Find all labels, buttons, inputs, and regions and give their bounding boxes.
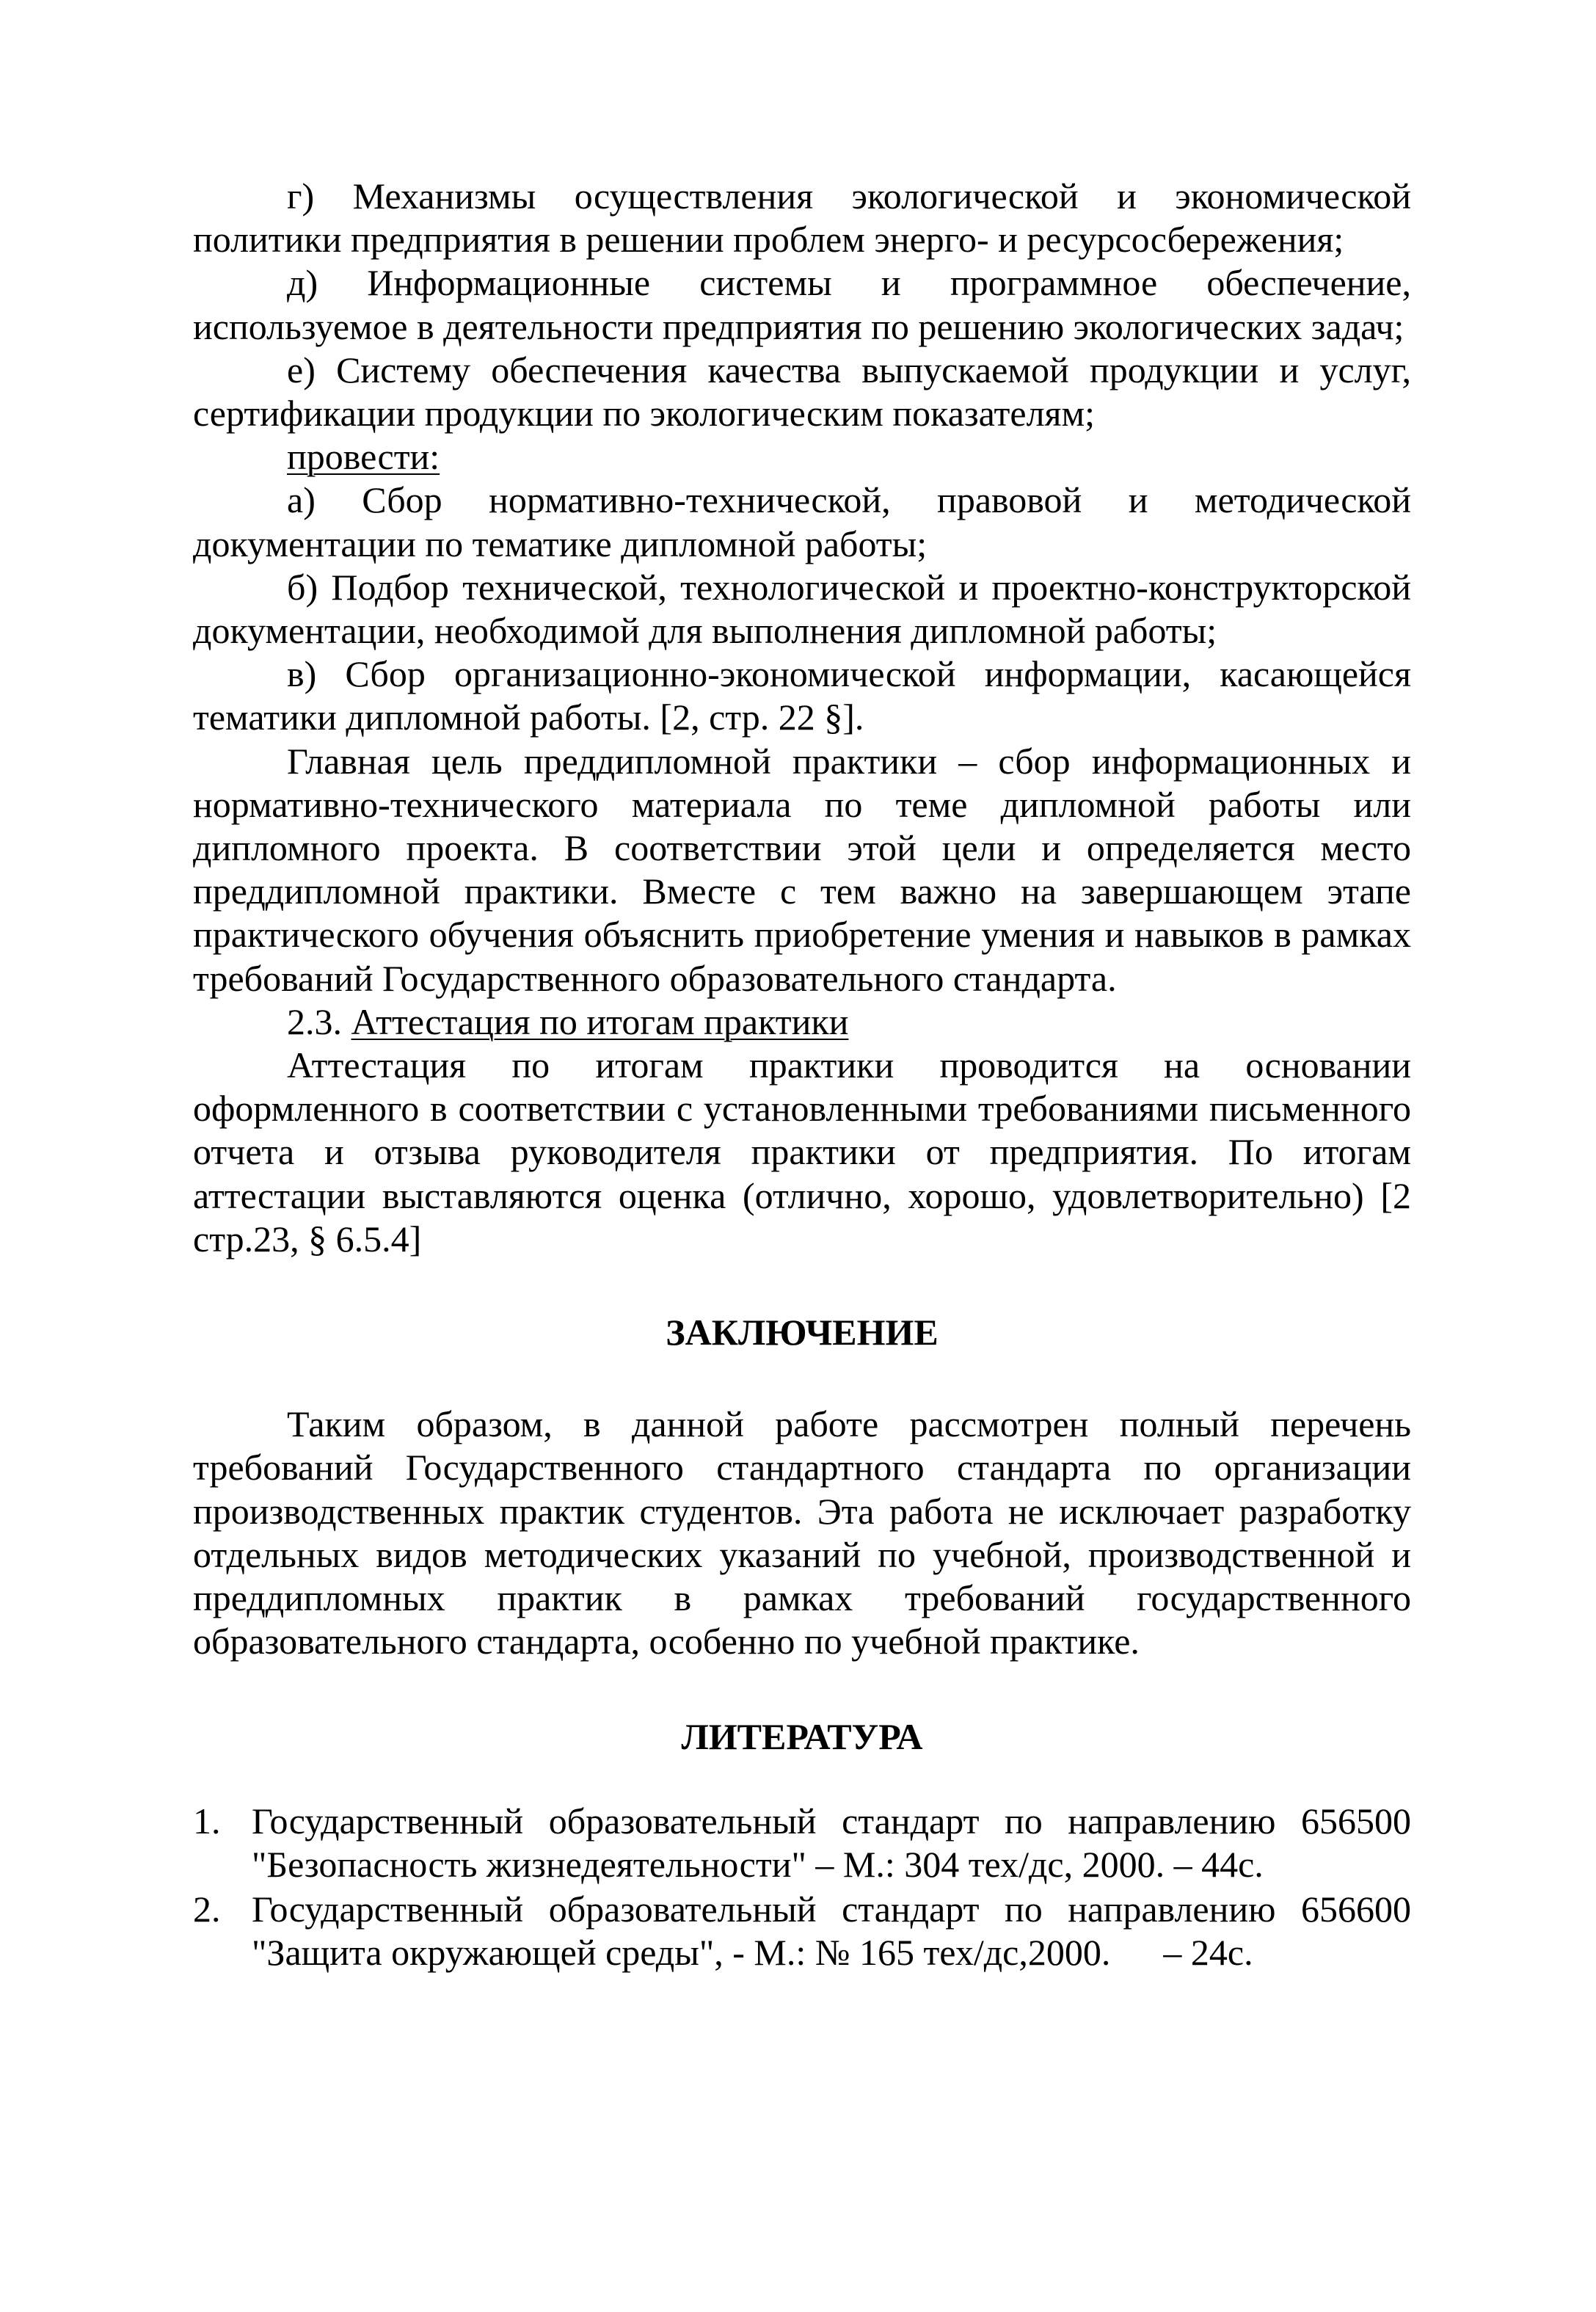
provesti-line [193, 435, 1411, 479]
literature-list [193, 1800, 1411, 1975]
paragraph-v: в) Сбор организационно-экономической информации, касающейся тематики дипломной работы. [2, стр. 22 §]. [193, 653, 1411, 738]
paragraph-b: б) Подбор технической, технологической и проектно-конструкторской документации, необходимой для выполнения дипломной работы; [193, 566, 1411, 652]
paragraph-g: г) Механизмы осуществления экологической и экономической политики предприятия в решении проблем энерго- и ресурсосбережения; [193, 175, 1411, 261]
document-page [193, 175, 1411, 1975]
section-2-3-heading [193, 1000, 1411, 1044]
section-2-3-number: 2.3. [287, 1000, 342, 1042]
literature-item-2-number: 2. [193, 1889, 221, 1930]
literature-item-1 [193, 1800, 1411, 1886]
paragraph-main-goal: Главная цель преддипломной практики – сбор информационных и нормативно-технического материала по теме дипломной работы или дипломного проекта. В соответствии этой цели и определяется место преддипломной практики. Вместе с тем важно на завершающем этапе практического обучения объяснить приобретение умения и навыков в рамках требований Государственного образовательного стандарта. [193, 740, 1411, 999]
literature-item-1-number: 1. [193, 1800, 221, 1842]
literature-heading: ЛИТЕРАТУРА [681, 1715, 923, 1757]
paragraph-d: д) Информационные системы и программное обеспечение, используемое в деятельности предприятия по решению экологических задач; [193, 262, 1411, 347]
section-2-3-text: Аттестация по итогам практики проводится на основании оформленного в соответствии с установленными требованиями письменного отчета и отзыва руководителя практики от предприятия. По итогам аттестации выставляются оценка (отлично, хорошо, удовлетворительно) [2 стр.23, § 6.5.4] [193, 1044, 1411, 1259]
literature-item-1-text: Государственный образовательный стандарт по направлению 656500 "Безопасность жизнедеятельности" – М.: 304 тех/дс, 2000. – 44с. [252, 1800, 1411, 1885]
section-2-3-title: Аттестация по итогам практики [351, 1000, 849, 1042]
paragraph-e: е) Систему обеспечения качества выпускаемой продукции и услуг, сертификации продукции по экологическим показателям; [193, 349, 1411, 435]
provesti-label: провести: [287, 436, 440, 478]
conclusion-heading: ЗАКЛЮЧЕНИЕ [666, 1312, 939, 1353]
literature-item-2-pages: – 24с. [1163, 1932, 1253, 1974]
paragraph-a: а) Сбор нормативно-технической, правовой и методической документации по тематике дипломной работы; [193, 479, 1411, 564]
conclusion-text: Таким образом, в данной работе рассмотрен полный перечень требований Государственного стандартного стандарта по организации производственных практик студентов. Эта работа не исключает разработку отдельных видов методических указаний по учебной, производственной и преддипломных практик в рамках требований государственного образовательного стандарта, особенно по учебной практике. [193, 1403, 1411, 1662]
literature-item-2 [193, 1888, 1411, 1974]
literature-item-2-text: Государственный образовательный стандарт по направлению 656600 "Защита окружающей среды", - М.: № 165 тех/дс,2000. [252, 1889, 1411, 1974]
